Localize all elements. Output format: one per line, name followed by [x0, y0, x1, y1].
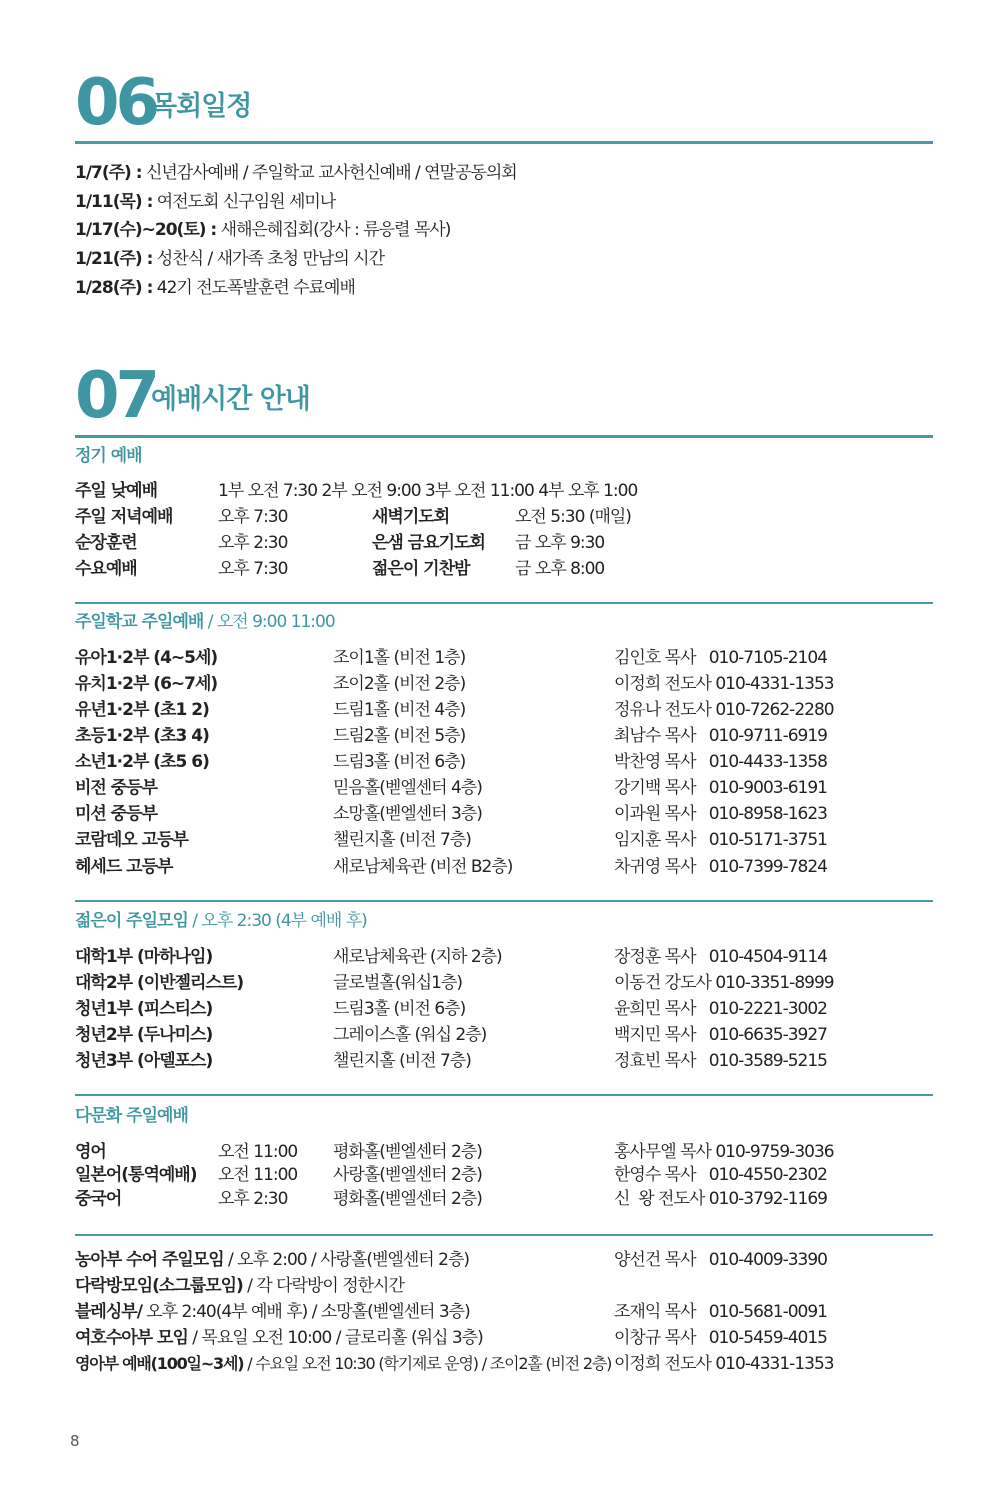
worship-name: 젊은이 기찬밤: [372, 559, 470, 579]
worship-time: 오후 7:30: [218, 507, 288, 527]
service-place: 평화홀(벧엘센터 2층): [333, 1142, 482, 1162]
worship-name: 순장훈련: [75, 533, 137, 553]
schedule-item: [75, 162, 517, 184]
dept-contact: 박찬영 목사 010-4433-1358: [614, 752, 827, 772]
meeting-contact: 이정희 전도사 010-4331-1353: [614, 1354, 834, 1374]
worship-time: 1부 오전 7:30 2부 오전 9:00 3부 오전 11:00 4부 오후 1:00: [218, 481, 638, 501]
dept-place: 드림3홀 (비전 6층): [333, 999, 466, 1019]
worship-time: 금 오후 9:30: [515, 533, 605, 553]
worship-name: 주일 낮예배: [75, 481, 158, 501]
worship-time: 금 오후 8:00: [515, 559, 605, 579]
sunday-school-heading: [75, 611, 335, 633]
service-place: 사랑홀(벧엘센터 2층): [333, 1165, 482, 1185]
dept-place: 조이2홀 (비전 2층): [333, 674, 466, 694]
dept-place: 챌린지홀 (비전 7층): [333, 1051, 471, 1071]
section-07-number: 07: [75, 359, 157, 433]
sunday-school-time: / 오전 9:00 11:00: [203, 612, 335, 632]
meeting-detail: / 각 다락방이 정한시간: [242, 1276, 404, 1296]
schedule-item: [75, 248, 384, 270]
worship-name: 새벽기도회: [372, 507, 450, 527]
schedule-date: 1/11(목) :: [75, 192, 153, 212]
dept-name: 청년2부 (두나미스): [75, 1025, 213, 1045]
schedule-item: [75, 219, 450, 241]
dept-contact: 정유나 전도사 010-7262-2280: [614, 700, 834, 720]
meeting-line: [75, 1301, 470, 1323]
language: 중국어: [75, 1189, 122, 1209]
worship-name: 주일 저녁예배: [75, 507, 173, 527]
dept-contact: 이정희 전도사 010-4331-1353: [614, 674, 834, 694]
schedule-text: 여전도회 신구임원 세미나: [152, 192, 336, 212]
service-place: 평화홀(벧엘센터 2층): [333, 1189, 482, 1209]
service-time: 오전 11:00: [218, 1165, 298, 1185]
schedule-date: 1/28(주) :: [75, 278, 153, 298]
service-contact: 신 왕 전도사 010-3792-1169: [614, 1189, 827, 1209]
dept-name: 유아1·2부 (4~5세): [75, 648, 218, 668]
meeting-detail: / 목요일 오전 10:00 / 글로리홀 (워십 3층): [187, 1328, 483, 1348]
section-07-title: 예배시간 안내: [151, 384, 310, 415]
divider: [75, 1234, 933, 1236]
schedule-text: 42기 전도폭발훈련 수료예배: [152, 278, 355, 298]
dept-name: 미션 중등부: [75, 804, 158, 824]
section-06-title: 목회일정: [151, 91, 252, 122]
dept-contact: 정효빈 목사 010-3589-5215: [614, 1051, 827, 1071]
dept-contact: 임지훈 목사 010-5171-3751: [614, 830, 827, 850]
page-number: 8: [70, 1432, 80, 1450]
schedule-item: [75, 191, 335, 213]
schedule-date: 1/21(주) :: [75, 249, 153, 269]
dept-name: 청년3부 (아델포스): [75, 1051, 213, 1071]
dept-contact: 차귀영 목사 010-7399-7824: [614, 857, 827, 877]
schedule-item: [75, 277, 355, 299]
dept-contact: 김인호 목사 010-7105-2104: [614, 648, 827, 668]
dept-contact: 백지민 목사 010-6635-3927: [614, 1025, 827, 1045]
dept-place: 믿음홀(벧엘센터 4층): [333, 778, 482, 798]
dept-contact: 윤희민 목사 010-2221-3002: [614, 999, 827, 1019]
dept-name: 대학1부 (마하나임): [75, 947, 213, 967]
meeting-name: 다락방모임(소그룹모임): [75, 1276, 243, 1296]
dept-name: 대학2부 (이반젤리스트): [75, 973, 244, 993]
dept-place: 챌린지홀 (비전 7층): [333, 830, 471, 850]
service-time: 오전 11:00: [218, 1142, 298, 1162]
schedule-text: 신년감사예배 / 주일학교 교사헌신예배 / 연말공동의회: [141, 163, 517, 183]
service-time: 오후 2:30: [218, 1189, 288, 1209]
divider: [75, 900, 933, 902]
divider: [75, 602, 933, 604]
schedule-text: 성찬식 / 새가족 초청 만남의 시간: [152, 249, 385, 269]
worship-name: 은샘 금요기도회: [372, 533, 485, 553]
dept-place: 새로남체육관 (비전 B2층): [333, 857, 513, 877]
youth-heading: [75, 910, 367, 932]
meeting-line: [75, 1353, 611, 1375]
youth-time: / 오후 2:30 (4부 예배 후): [187, 911, 367, 931]
dept-name: 헤세드 고등부: [75, 857, 173, 877]
regular-worship-heading: 정기 예배: [75, 446, 142, 466]
worship-time: 오전 5:30 (매일): [515, 507, 631, 527]
section-06-header: [75, 68, 475, 138]
schedule-date: 1/17(수)~20(토) :: [75, 220, 217, 240]
meeting-line: [75, 1327, 483, 1349]
meeting-contact: 양선건 목사 010-4009-3390: [614, 1250, 827, 1270]
meeting-detail: 오후 2:40(4부 예배 후) / 소망홀(벧엘센터 3층): [141, 1302, 470, 1322]
meeting-name: 블레싱부/: [75, 1302, 142, 1322]
meeting-name: 농아부 수어 주일모임: [75, 1250, 224, 1270]
meeting-line: [75, 1275, 404, 1297]
meeting-detail: / 수요일 오전 10:30 (학기제로 운영) / 조이2홀 (비전 2층): [243, 1354, 612, 1373]
schedule-date: 1/7(주) :: [75, 163, 142, 183]
dept-contact: 최남수 목사 010-9711-6919: [614, 726, 827, 746]
dept-contact: 이동건 강도사 010-3351-8999: [614, 973, 834, 993]
worship-time: 오후 2:30: [218, 533, 288, 553]
dept-place: 글로벌홀(워십1층): [333, 973, 463, 993]
dept-place: 조이1홀 (비전 1층): [333, 648, 466, 668]
dept-name: 청년1부 (피스티스): [75, 999, 213, 1019]
section-07-rule: [75, 435, 933, 438]
dept-place: 드림1홀 (비전 4층): [333, 700, 466, 720]
language: 일본어(통역예배): [75, 1165, 197, 1185]
dept-name: 코람데오 고등부: [75, 830, 188, 850]
meeting-line: [75, 1249, 469, 1271]
service-contact: 홍사무엘 목사 010-9759-3036: [614, 1142, 834, 1162]
meeting-contact: 이창규 목사 010-5459-4015: [614, 1328, 827, 1348]
meeting-detail: / 오후 2:00 / 사랑홀(벧엘센터 2층): [223, 1250, 469, 1270]
schedule-text: 새해은혜집회(강사 : 류응렬 목사): [216, 220, 451, 240]
sunday-school-title: 주일학교 주일예배: [75, 612, 204, 632]
dept-name: 소년1·2부 (초5 6): [75, 752, 209, 772]
divider: [75, 1094, 933, 1096]
section-06-rule: [75, 141, 933, 144]
dept-place: 새로남체육관 (지하 2층): [333, 947, 502, 967]
dept-name: 유치1·2부 (6~7세): [75, 674, 218, 694]
dept-name: 초등1·2부 (초3 4): [75, 726, 209, 746]
worship-name: 수요예배: [75, 559, 137, 579]
meeting-name: 여호수아부 모임: [75, 1328, 188, 1348]
dept-name: 비전 중등부: [75, 778, 158, 798]
dept-contact: 장정훈 목사 010-4504-9114: [614, 947, 827, 967]
meeting-contact: 조재익 목사 010-5681-0091: [614, 1302, 827, 1322]
youth-title: 젊은이 주일모임: [75, 911, 188, 931]
dept-place: 드림3홀 (비전 6층): [333, 752, 466, 772]
dept-place: 그레이스홀 (워십 2층): [333, 1025, 487, 1045]
dept-place: 소망홀(벧엘센터 3층): [333, 804, 482, 824]
service-contact: 한영수 목사 010-4550-2302: [614, 1165, 827, 1185]
section-06-number: 06: [75, 66, 157, 140]
worship-time: 오후 7:30: [218, 559, 288, 579]
dept-name: 유년1·2부 (초1 2): [75, 700, 209, 720]
section-07-header: [75, 361, 475, 431]
dept-contact: 강기백 목사 010-9003-6191: [614, 778, 827, 798]
multicultural-heading: 다문화 주일예배: [75, 1106, 188, 1126]
language: 영어: [75, 1142, 106, 1162]
dept-contact: 이과원 목사 010-8958-1623: [614, 804, 827, 824]
dept-place: 드림2홀 (비전 5층): [333, 726, 466, 746]
meeting-name: 영아부 예배(100일~3세): [75, 1354, 244, 1373]
